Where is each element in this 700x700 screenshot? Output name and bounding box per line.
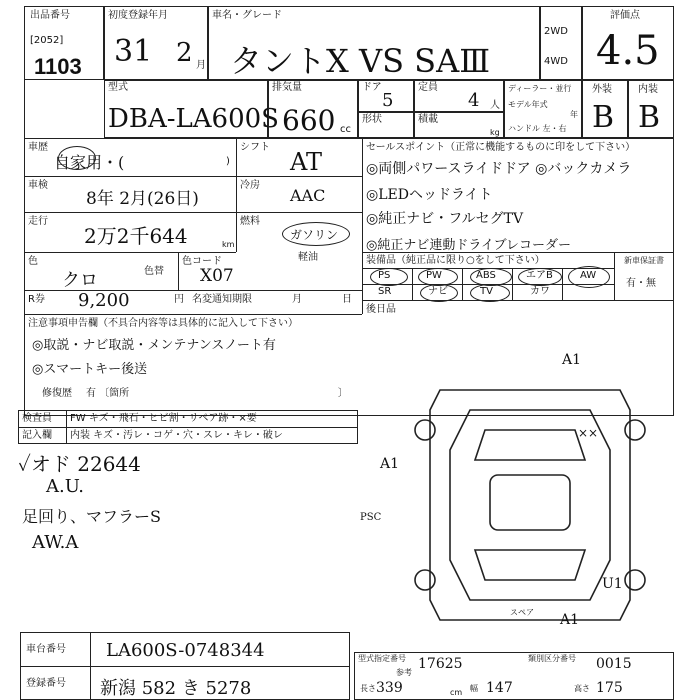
handle-label: ハンドル 左・右	[508, 124, 567, 133]
history-label: 車歴	[28, 142, 48, 153]
model-year-label: モデル年式	[508, 100, 548, 109]
model-value: DBA-LA600S	[108, 104, 279, 134]
col-line	[178, 252, 179, 290]
mileage-unit: km	[222, 240, 235, 249]
int-label: 内装	[638, 84, 658, 95]
recycle-value: 9,200	[78, 290, 130, 311]
class-value: 0015	[596, 656, 632, 672]
dealer-label: ディーラー・並行	[508, 84, 572, 93]
inspector-row-2: 内装 キズ・汚レ・コゲ・穴・スレ・キレ・破レ	[70, 430, 283, 441]
height-label: 高さ	[574, 684, 590, 693]
col-line	[362, 138, 363, 314]
mileage-label: 走行	[28, 216, 48, 227]
car-label: 車名・グレード	[212, 10, 282, 21]
damage-mark: A1	[562, 352, 582, 368]
col-line	[562, 268, 563, 300]
row-line	[24, 252, 236, 253]
col-line	[90, 632, 91, 700]
car-diagram	[380, 350, 680, 640]
ext-label: 外装	[592, 84, 612, 95]
sales-item-1: ◎両側パワースライドドア ◎バックカメラ	[366, 161, 632, 177]
chassis-value: LA600S-0748344	[106, 640, 265, 661]
color-no-label: 色替	[144, 266, 164, 277]
cert-value: 17625	[418, 656, 463, 672]
len-label: 長さ	[360, 684, 376, 693]
int-score: B	[638, 100, 661, 135]
equip-navi: ナビ	[428, 286, 448, 297]
lot-sub: [2052]	[30, 35, 64, 46]
capacity-unit: 人	[490, 100, 500, 111]
history-circle	[58, 146, 96, 170]
score-label: 評価点	[610, 10, 640, 21]
lot-label: 出品番号	[30, 10, 70, 21]
equip-pw: PW	[426, 270, 442, 281]
model-label: 型式	[108, 82, 128, 93]
row-line	[362, 252, 674, 253]
fuel-alt: 軽油	[298, 252, 318, 263]
damage-mark: ××	[578, 426, 599, 440]
notes-label: 注意事項申告欄（不具合内容等は具体的に記入して下さい）	[28, 318, 298, 329]
sales-label: セールスポイント（正常に機能するものに印をして下さい）	[366, 142, 636, 153]
col-line	[412, 268, 413, 300]
sales-item-3: ◎純正ナビ・フルセグTV	[366, 211, 524, 227]
cert-label: 型式指定番号	[358, 654, 406, 663]
shift-label: シフト	[240, 142, 270, 153]
capacity-label: 定員	[418, 82, 438, 93]
equip-ps: PS	[378, 270, 391, 281]
equip-abs: ABS	[476, 270, 496, 281]
fuel-value: ガソリン	[290, 228, 339, 242]
load-label: 積載	[418, 114, 438, 125]
recycle-label: R券	[28, 294, 45, 305]
disp-unit: cc	[340, 124, 351, 135]
ext-score: B	[592, 100, 615, 135]
car-name: タントX VS SAⅢ	[230, 42, 491, 80]
width-value: 147	[486, 680, 513, 696]
mileage-value: 2万2千644	[84, 224, 188, 248]
ac-value: AAC	[290, 186, 326, 205]
drive-4wd: 4WD	[544, 56, 568, 67]
reg-month-unit: 月	[196, 60, 206, 71]
width-label: 幅	[470, 684, 478, 693]
repair-label: 修復歴	[42, 388, 72, 399]
row-line	[18, 427, 358, 428]
ref-label: 参考	[396, 668, 412, 677]
chassis-label: 車台番号	[26, 644, 66, 655]
inspector-label-2: 記入欄	[22, 430, 52, 441]
row-line	[24, 176, 362, 177]
hand-note-1: ✓オド 22644	[18, 452, 141, 476]
color-value: クロ	[62, 270, 98, 291]
sales-item-4: ◎純正ナビ連動ドライブレコーダー	[366, 238, 572, 253]
equip-tv: TV	[480, 286, 493, 297]
plate-value: 新潟 582 き 5278	[100, 678, 252, 699]
col-line	[66, 410, 67, 444]
year-unit: 年	[570, 110, 578, 119]
inspector-row-1: FW キズ・飛石・ヒビ割・リペア跡・×要	[70, 413, 257, 424]
color-code: X07	[200, 266, 234, 286]
shift-value: AT	[290, 148, 323, 176]
hand-note-4: AW.A	[32, 532, 79, 553]
day-unit: 日	[342, 294, 352, 305]
doors-label: ドア	[362, 82, 382, 93]
row-line	[24, 212, 362, 213]
height-value: 175	[596, 680, 623, 696]
col-line	[614, 252, 615, 300]
drive-box	[540, 6, 582, 80]
hand-note-3: 足回り、マフラーS	[22, 507, 161, 526]
inspection-label: 車検	[28, 180, 48, 191]
color-code-label: 色コード	[182, 256, 222, 267]
equip-airbag: エアB	[526, 270, 553, 281]
reg-label: 初度登録年月	[108, 10, 168, 21]
damage-mark: A1	[380, 456, 400, 472]
row-line	[24, 290, 362, 291]
damage-mark: A1	[560, 612, 580, 628]
kg-unit: kg	[490, 128, 500, 137]
shape-label: 形状	[362, 114, 382, 125]
score-value: 4.5	[596, 28, 660, 74]
notes-line-1: ◎取説・ナビ取説・メンテナンスノート有	[32, 338, 276, 353]
equip-sr: SR	[378, 286, 392, 297]
disp-value: 660	[282, 104, 336, 137]
inspector-label-1: 検査員	[22, 413, 52, 424]
equip-circle	[420, 284, 458, 302]
capacity-value: 4	[468, 90, 480, 111]
class-label: 類別区分番号	[528, 654, 576, 663]
repair-value: 有 〔箇所	[86, 388, 130, 399]
equip-circle	[568, 266, 610, 288]
warranty-label: 新車保証書	[624, 256, 664, 265]
disp-label: 排気量	[272, 82, 302, 93]
row-line	[24, 138, 674, 139]
length-value: 339	[376, 680, 403, 696]
spare-label: スペア	[510, 608, 534, 617]
lot-number: 1103	[34, 54, 82, 79]
notes-line-2: ◎スマートキー後送	[32, 362, 148, 377]
ac-label: 冷房	[240, 180, 260, 191]
equip-aw: AW	[580, 270, 597, 281]
inspection-value: 8年 2月(26日)	[86, 189, 199, 209]
fuel-label: 燃料	[240, 216, 260, 227]
repair-close: 〕	[338, 388, 348, 399]
equip-leather: カワ	[530, 286, 550, 297]
row-line	[362, 300, 674, 301]
reg-month: 2	[176, 38, 193, 68]
col-line	[462, 268, 463, 300]
row-line	[20, 666, 350, 667]
yen-unit: 円	[174, 294, 184, 305]
equip-circle	[518, 268, 562, 286]
col-line	[512, 268, 513, 300]
color-label: 色	[28, 256, 38, 267]
history-value: 自家用・(	[54, 153, 125, 172]
equipment-label: 装備品（純正品に限り○をして下さい）	[366, 255, 545, 266]
doors-value: 5	[382, 90, 394, 111]
plate-label: 登録番号	[26, 678, 66, 689]
drive-2wd: 2WD	[544, 26, 568, 37]
damage-mark: PSC	[360, 512, 382, 523]
col-line	[236, 138, 237, 252]
fuel-circle	[282, 222, 350, 246]
cm-unit: cm	[450, 688, 463, 697]
hand-note-2: A.U.	[46, 476, 84, 497]
damage-mark: U1	[602, 576, 623, 592]
row-line	[24, 314, 362, 315]
later-items-label: 後日品	[366, 304, 396, 315]
month-unit: 月	[292, 294, 302, 305]
equip-circle	[370, 268, 408, 286]
tax-label: 名変通知期限	[192, 294, 252, 305]
reg-year: 31	[114, 34, 153, 69]
sales-item-2: ◎LEDヘッドライト	[366, 187, 493, 203]
history-close: )	[226, 156, 230, 167]
warranty-value: 有・無	[626, 278, 656, 289]
equip-circle	[470, 284, 510, 302]
